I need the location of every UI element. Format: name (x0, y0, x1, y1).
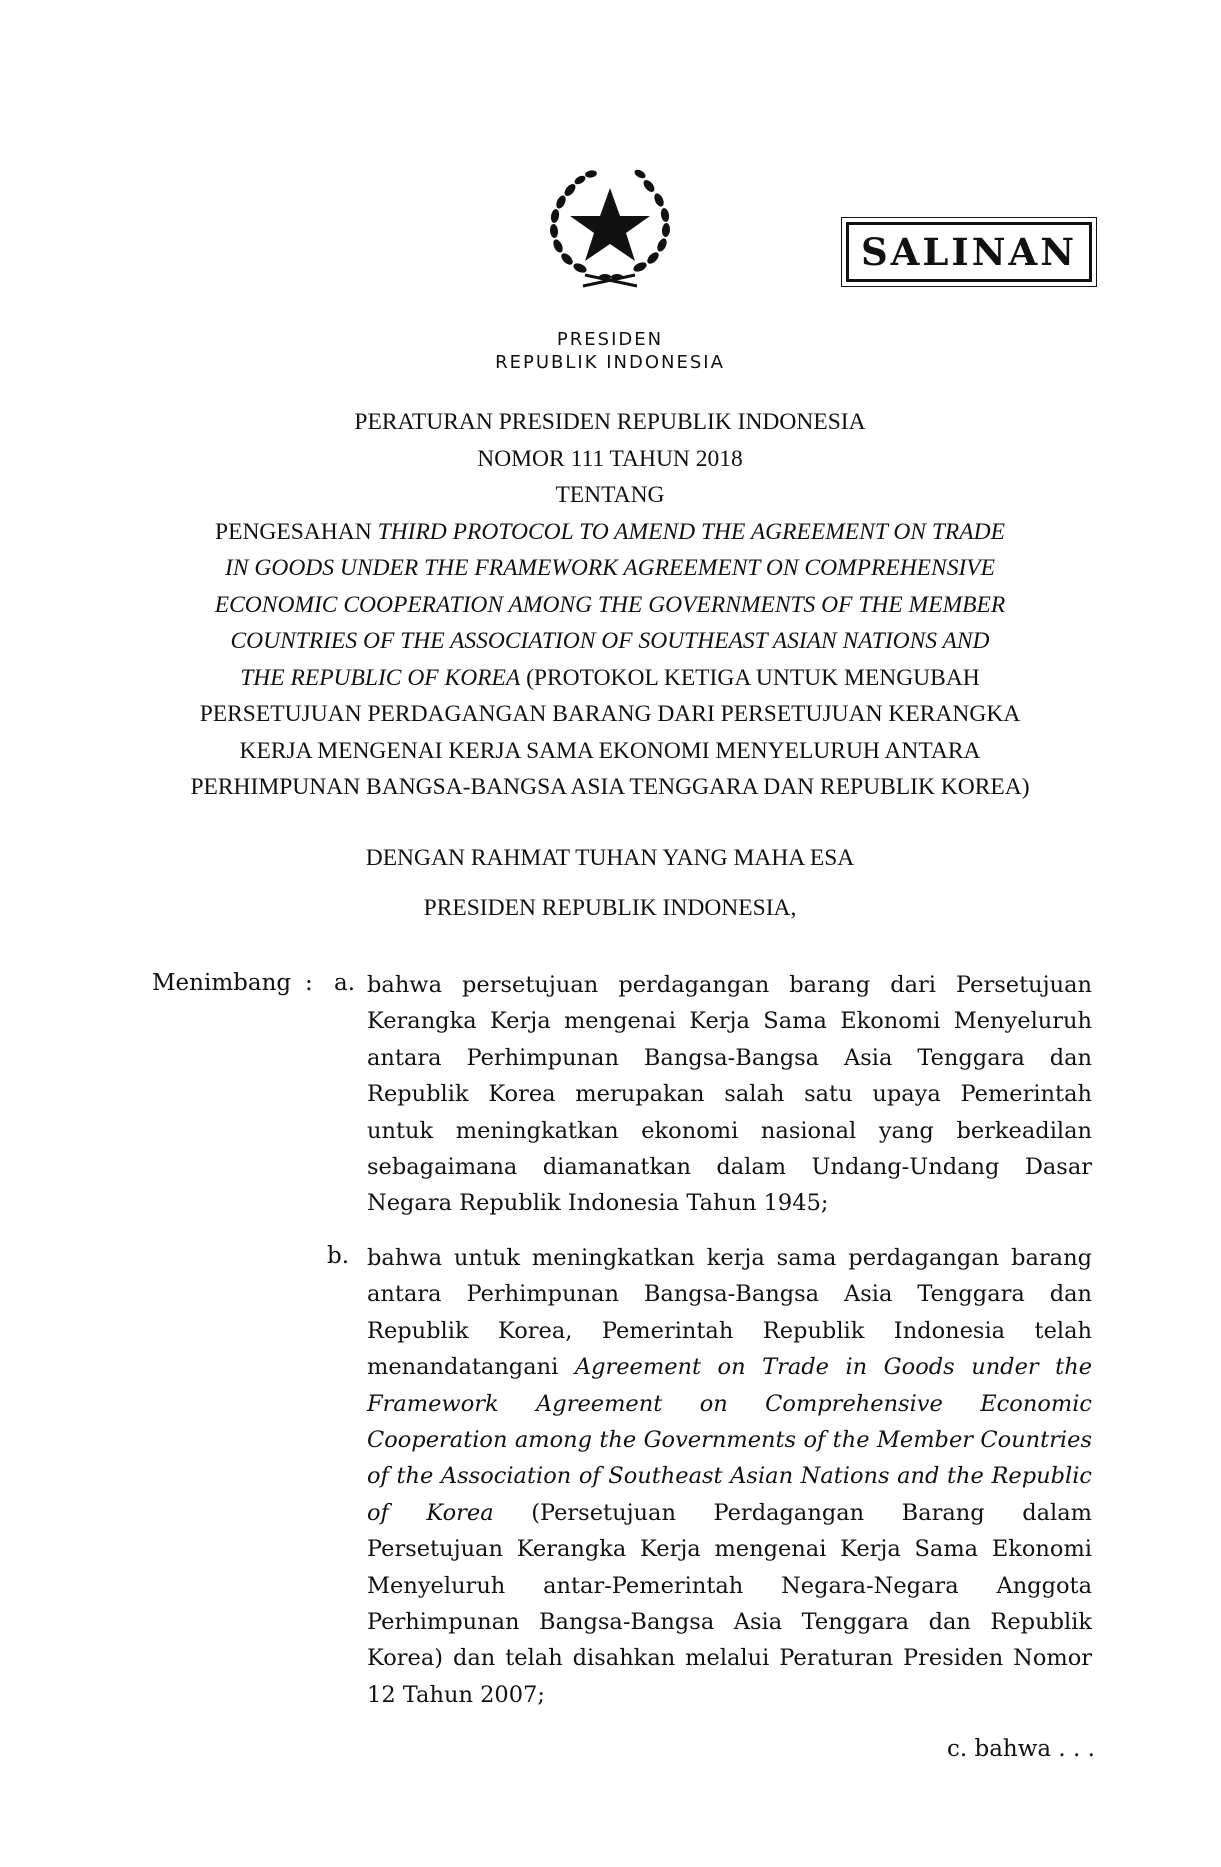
title-line (160, 550, 1060, 587)
item-text-normal: (Persetujuan Perdagangan Barang dalam (493, 1499, 1092, 1526)
title-tentang: TENTANG (555, 482, 665, 508)
item-line: Republik Korea merupakan salah satu upaya Pemerintah (367, 1081, 1092, 1108)
opening-president: PRESIDEN REPUBLIK INDONESIA, (423, 895, 797, 921)
opening-invocation: DENGAN RAHMAT TUHAN YANG MAHA ESA (365, 845, 855, 871)
item-line: bahwa persetujuan perdagangan barang dari Persetujuan (367, 972, 1092, 998)
item-line (367, 1495, 1092, 1531)
item-line: 12 Tahun 2007; (367, 1681, 545, 1708)
item-line (367, 1386, 1092, 1422)
item-b-text (367, 1240, 1092, 1713)
office-title-republik: REPUBLIK INDONESIA (495, 352, 725, 373)
page-continuation: c. bahwa . . . (946, 1736, 1095, 1762)
title-line: PERSETUJUAN PERDAGANGAN BARANG DARI PERSETUJUAN KERANGKA (199, 701, 1021, 727)
title-text: (PROTOKOL KETIGA UNTUK MENGUBAH (520, 664, 980, 691)
item-line: untuk meningkatkan ekonomi nasional yang berkeadilan (367, 1117, 1092, 1144)
item-text-italic: Agreement on Trade in Goods under the (574, 1354, 1093, 1381)
title-italic-text: IN GOODS UNDER THE FRAMEWORK AGREEMENT ON COMPREHENSIVE (225, 555, 995, 581)
item-line: bahwa untuk meningkatkan kerja sama perdagangan barang (367, 1245, 1092, 1271)
item-text-italic: of the Association of Southeast Asian Nations and the Republic (367, 1463, 1092, 1490)
item-a-text (367, 967, 1092, 1222)
office-title-presiden: PRESIDEN (556, 329, 664, 350)
title-line (160, 587, 1060, 624)
item-line: Persetujuan Kerangka Kerja mengenai Kerja Sama Ekonomi (367, 1536, 1092, 1563)
item-line: sebagaimana diamanatkan dalam Undang-Undang Dasar (367, 1154, 1092, 1181)
item-text-italic: Cooperation among the Governments of the Member Countries (367, 1427, 1092, 1454)
title-italic-text: COUNTRIES OF THE ASSOCIATION OF SOUTHEAST ASIAN NATIONS AND (230, 628, 990, 654)
item-text-italic: of Korea (367, 1499, 494, 1526)
item-line: Republik Korea, Pemerintah Republik Indonesia telah (367, 1317, 1092, 1344)
title-italic-text: ECONOMIC COOPERATION AMONG THE GOVERNMENTS OF THE MEMBER (214, 591, 1006, 618)
item-text-italic: Framework Agreement on Comprehensive Economic (367, 1390, 1092, 1417)
item-a-letter: a. (334, 970, 356, 996)
title-line: PERATURAN PRESIDEN REPUBLIK INDONESIA (354, 409, 866, 435)
salinan-label: SALINAN (860, 230, 1078, 274)
title-line: KERJA MENGENAI KERJA SAMA EKONOMI MENYELURUH ANTARA (239, 737, 981, 764)
title-line (160, 623, 1060, 660)
title-line: PERHIMPUNAN BANGSA-BANGSA ASIA TENGGARA DAN REPUBLIK KOREA) (190, 774, 1030, 800)
presidential-star-emblem-icon (525, 150, 695, 300)
title-line (160, 660, 1060, 697)
item-line: Negara Republik Indonesia Tahun 1945; (367, 1190, 829, 1217)
item-line (367, 1422, 1092, 1458)
title-line (160, 514, 1060, 551)
considering-label: Menimbang (152, 970, 292, 996)
salinan-stamp (846, 222, 1092, 282)
item-line: Korea) dan telah disahkan melalui Peraturan Presiden Nomor (367, 1645, 1092, 1672)
item-line: antara Perhimpunan Bangsa-Bangsa Asia Tenggara dan (367, 1044, 1092, 1071)
item-line (367, 1349, 1092, 1385)
item-line: Kerangka Kerja mengenai Kerja Sama Ekonomi Menyeluruh (367, 1008, 1092, 1035)
item-line: antara Perhimpunan Bangsa-Bangsa Asia Tenggara dan (367, 1281, 1092, 1308)
title-text: PENGESAHAN (215, 518, 378, 545)
title-italic-text: THE REPUBLIC OF KOREA (240, 664, 521, 691)
item-text-normal: menandatangani (367, 1354, 575, 1381)
considering-colon: : (305, 970, 313, 996)
regulation-title (160, 404, 1060, 806)
item-b-letter: b. (327, 1243, 350, 1269)
title-italic-text: THIRD PROTOCOL TO AMEND THE AGREEMENT ON TRADE (377, 518, 1005, 545)
title-number: NOMOR 111 TAHUN 2018 (477, 445, 743, 472)
item-line: Perhimpunan Bangsa-Bangsa Asia Tenggara dan Republik (367, 1609, 1092, 1636)
item-line: Menyeluruh antar-Pemerintah Negara-Negara Anggota (367, 1572, 1092, 1599)
item-line (367, 1458, 1092, 1494)
